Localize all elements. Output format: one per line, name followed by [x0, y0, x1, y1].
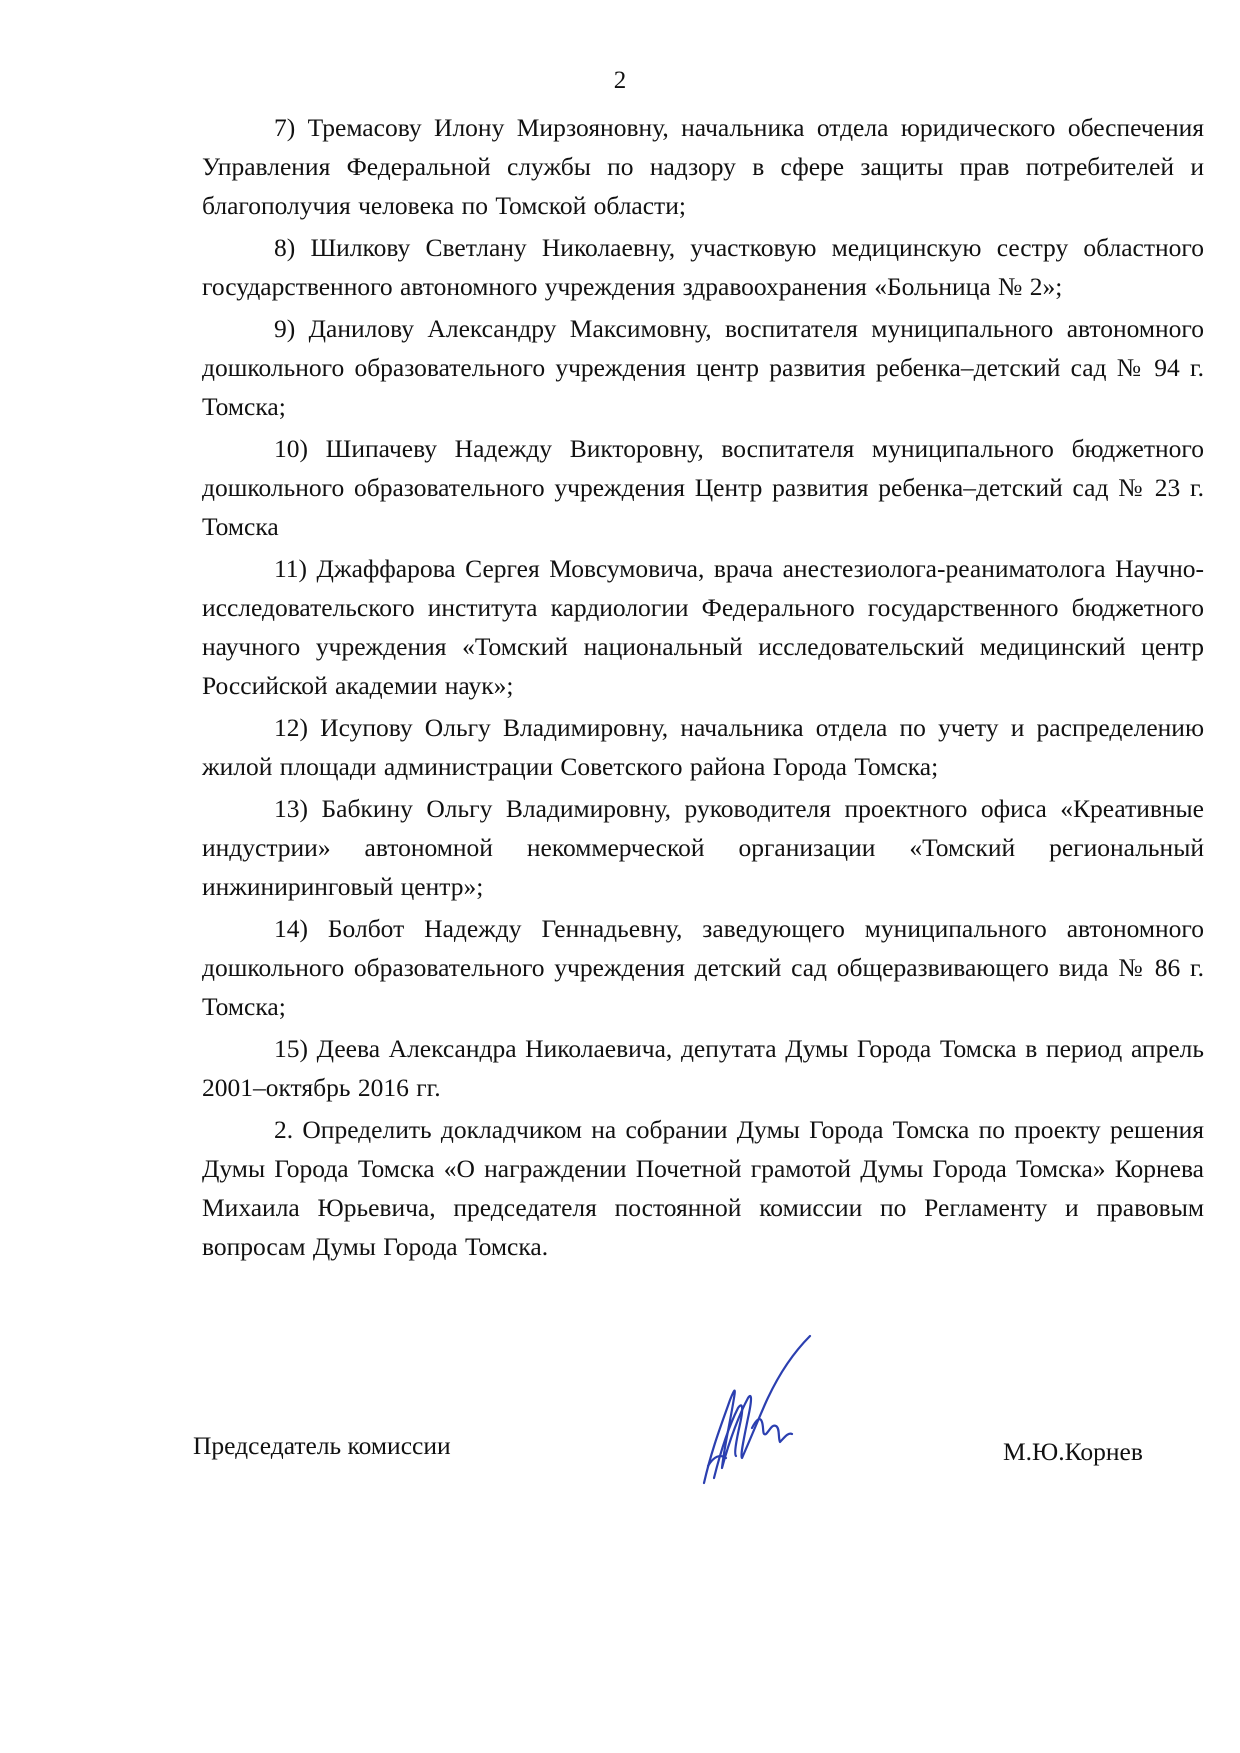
document-body: [202, 108, 1204, 1269]
list-item-14: 14) Болбот Надежду Геннадьевну, заведующего муниципального автономного дошкольного образовательного учреждения детский сад общеразвивающего вида № 86 г. Томска;: [202, 914, 1204, 1021]
list-item-11: 11) Джаффарова Сергея Мовсумовича, врача анестезиолога-реаниматолога Научно-исследовательского института кардиологии Федерального государственного бюджетного научного учреждения «Томский национальный исследовательский медицинский центр Российской академии наук»;: [202, 554, 1204, 700]
handwritten-signature: [700, 1328, 830, 1488]
list-item-10: 10) Шипачеву Надежду Викторовну, воспитателя муниципального бюджетного дошкольного образовательного учреждения Центр развития ребенка–детский сад № 23 г. Томска: [202, 434, 1204, 541]
signer-title: Председатель комиссии: [193, 1431, 451, 1460]
clause-2-paragraph: 2. Определить докладчиком на собрании Думы Города Томска по проекту решения Думы Города Томска «О награждении Почетной грамотой Думы Города Томска» Корнева Михаила Юрьевича, председателя постоянной комиссии по Регламенту и правовым вопросам Думы Города Томска.: [202, 1115, 1204, 1261]
list-item-9: 9) Данилову Александру Максимовну, воспитателя муниципального автономного дошкольного образовательного учреждения центр развития ребенка–детский сад № 94 г. Томска;: [202, 314, 1204, 421]
list-item-7: 7) Тремасову Илону Мирзояновну, начальника отдела юридического обеспечения Управления Федеральной службы по надзору в сфере защиты прав потребителей и благополучия человека по Томской области;: [202, 113, 1204, 220]
list-item-15: 15) Деева Александра Николаевича, депутата Думы Города Томска в период апрель 2001–октябрь 2016 гг.: [202, 1034, 1204, 1102]
signer-name: М.Ю.Корнев: [1003, 1437, 1143, 1466]
list-item-12: 12) Исупову Ольгу Владимировну, начальника отдела по учету и распределению жилой площади администрации Советского района Города Томска;: [202, 713, 1204, 781]
page-number: 2: [613, 67, 627, 94]
list-item-8: 8) Шилкову Светлану Николаевну, участковую медицинскую сестру областного государственного автономного учреждения здравоохранения «Больница № 2»;: [202, 233, 1204, 301]
list-item-13: 13) Бабкину Ольгу Владимировну, руководителя проектного офиса «Креативные индустрии» автономной некоммерческой организации «Томский региональный инжиниринговый центр»;: [202, 794, 1204, 901]
signature-block: [193, 1420, 1193, 1480]
